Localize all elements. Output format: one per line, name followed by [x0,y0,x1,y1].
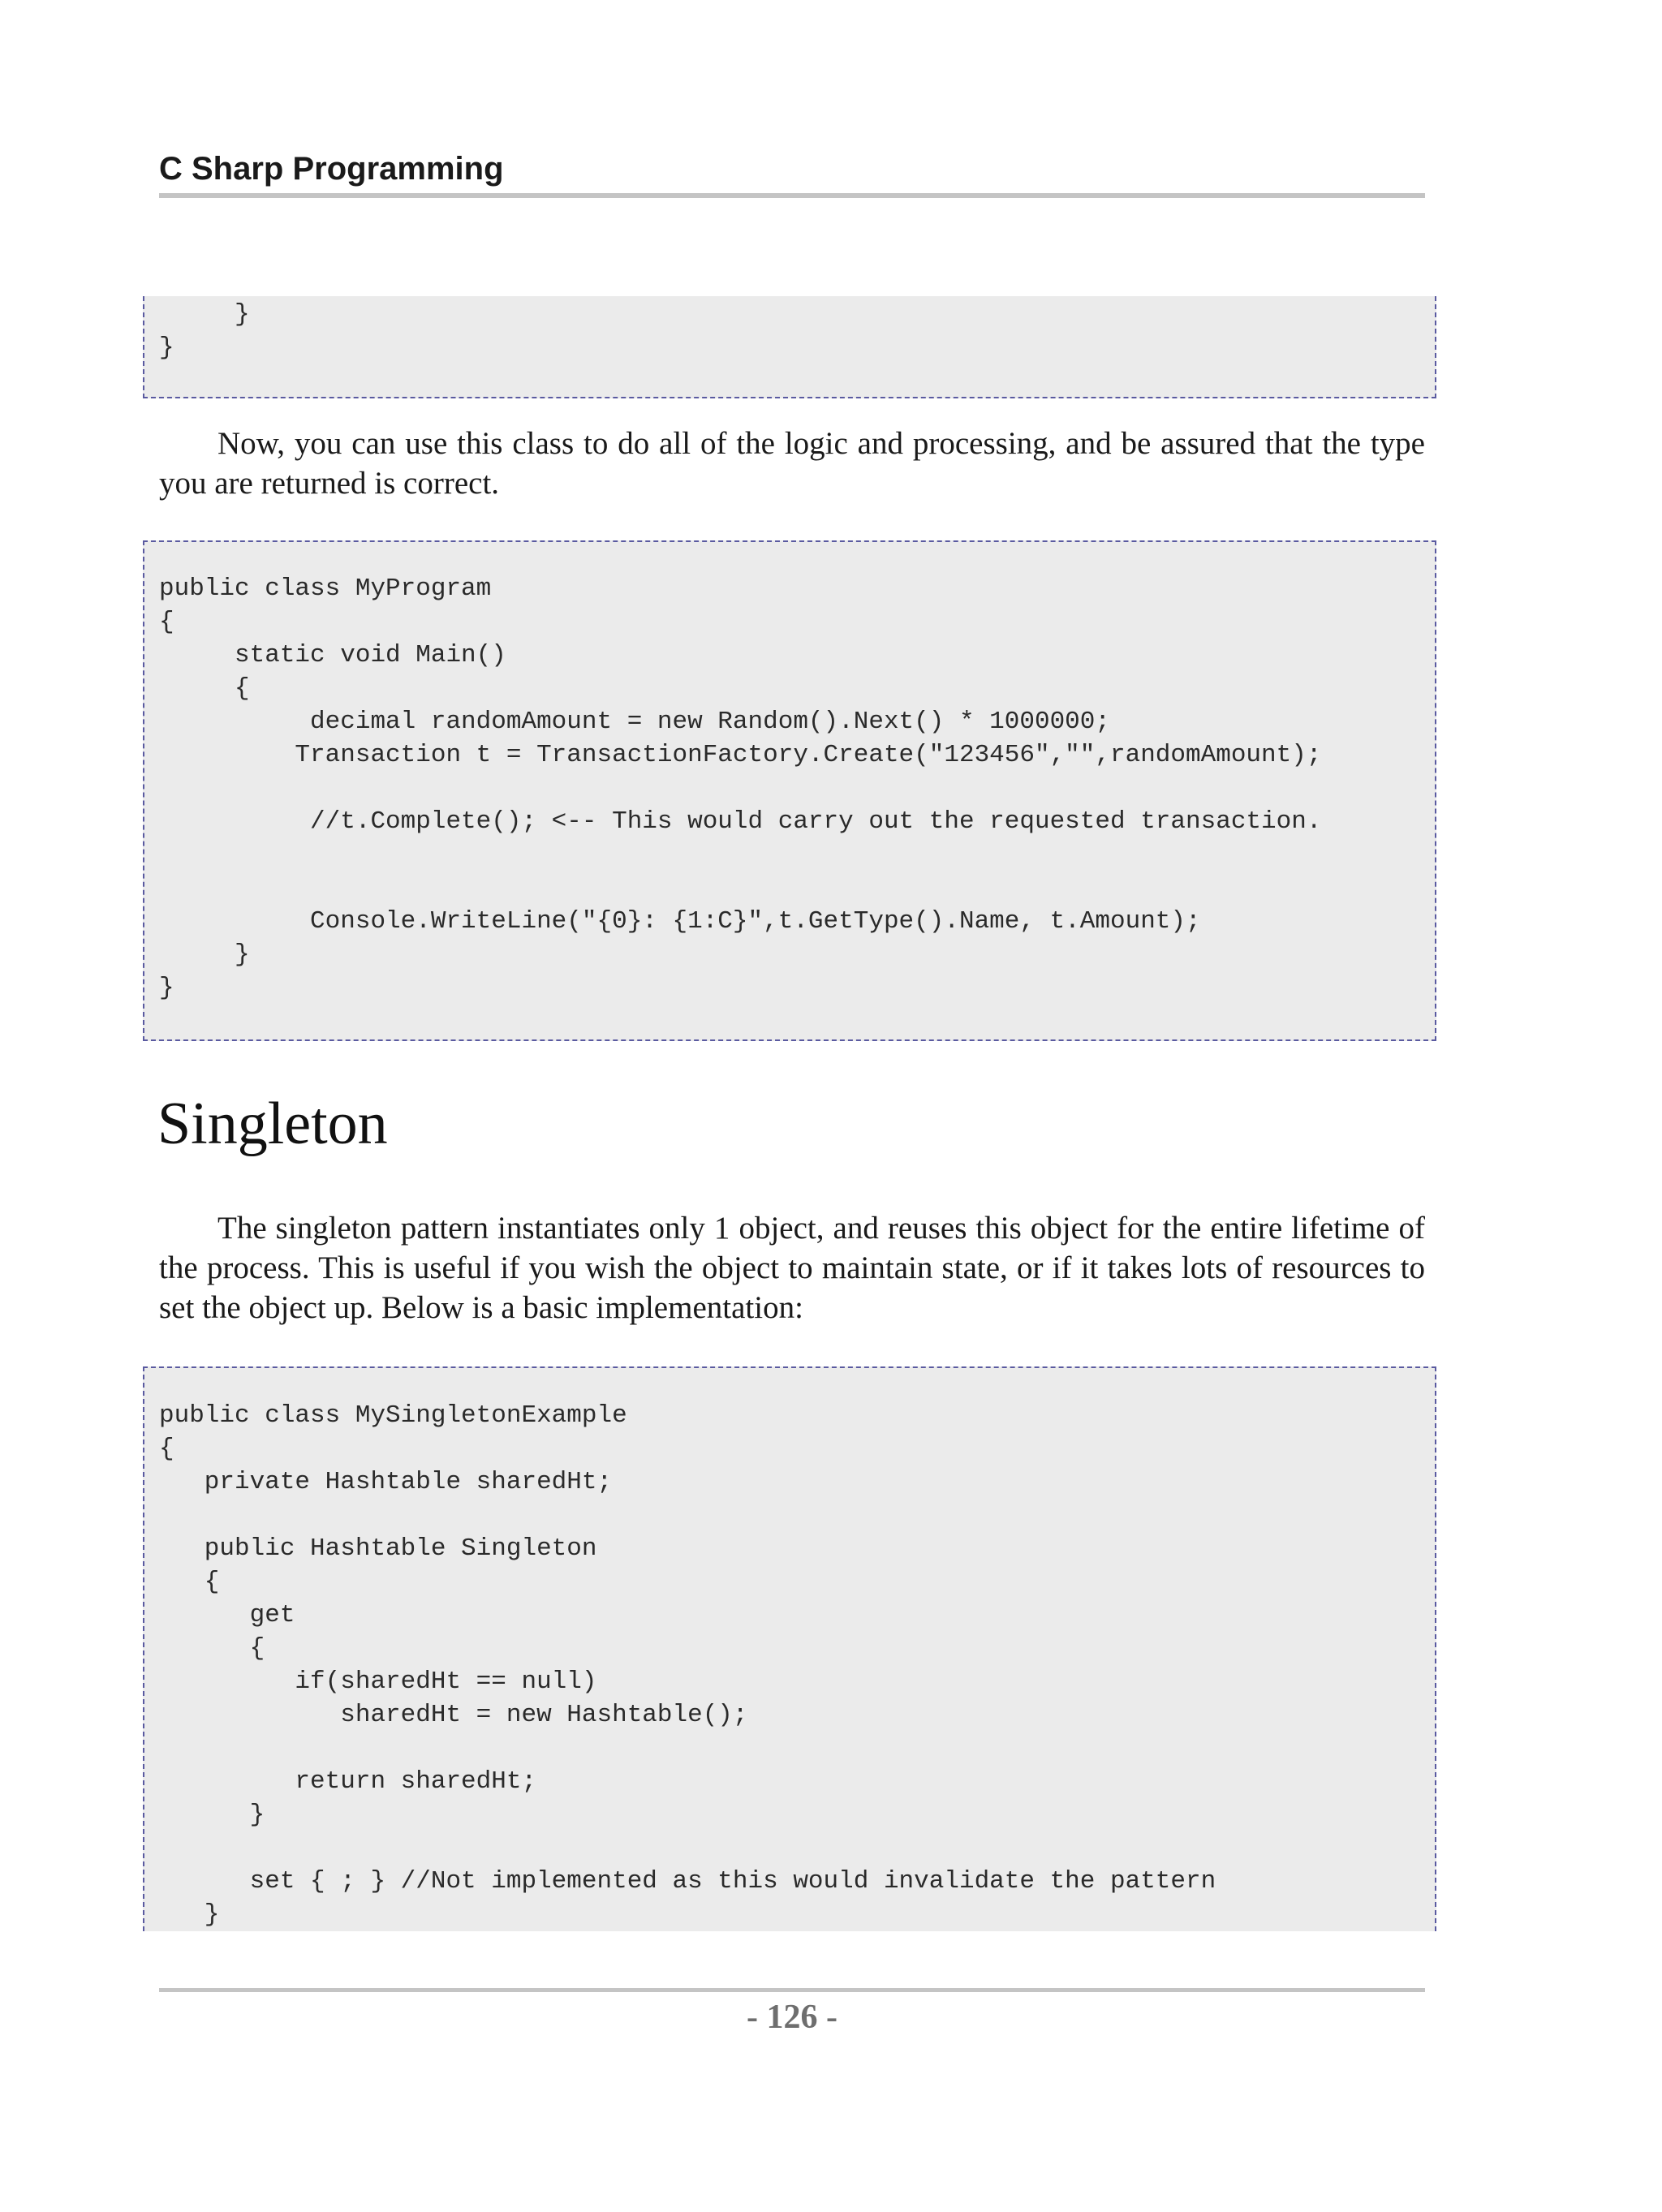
code-line: return sharedHt; [159,1767,537,1796]
code-block-continued [143,296,1436,398]
code-line: Transaction t = TransactionFactory.Create("123456","",randomAmount); [159,741,1322,769]
code-block-singleton [143,1366,1436,1931]
code-line: { [159,608,174,636]
code-line: } [159,1801,265,1829]
code-line: get [159,1601,295,1629]
code-line: public class MySingletonExample [159,1401,627,1430]
code-line: static void Main() [159,641,506,669]
body-paragraph: The singleton pattern instantiates only 1 object, and reuses this object for the entire lifetime of the process. This is useful if you wish the object to maintain state, or if it takes lots of resources to set the object up. Below is a basic implementation: [159,1211,1425,1325]
footer-rule [159,1988,1425,1992]
code-line: } [159,1900,220,1929]
code-line: } [159,940,250,969]
code-line: Console.WriteLine("{0}: {1:C}",t.GetType().Name, t.Amount); [159,907,1201,936]
header-rule [159,193,1425,198]
body-paragraph: Now, you can use this class to do all of the logic and processing, and be assured that the type you are returned is correct. [159,426,1425,501]
section-heading: Singleton [157,1091,388,1157]
running-header: C Sharp Programming [159,151,504,187]
code-line: } [159,334,174,362]
page-number: - 126 - [747,1999,837,2036]
code-line: if(sharedHt == null) [159,1668,597,1696]
code-line: //t.Complete(); <-- This would carry out the requested transaction. [159,807,1322,836]
code-line: } [159,300,250,329]
code-line: public Hashtable Singleton [159,1534,597,1563]
code-block-myprogram [143,540,1436,1041]
code-line: { [159,1568,220,1596]
code-line: private Hashtable sharedHt; [159,1468,613,1496]
code-line: set { ; } //Not implemented as this would invalidate the pattern [159,1867,1216,1896]
code-line: decimal randomAmount = new Random().Next() * 1000000; [159,708,1110,736]
code-line: public class MyProgram [159,575,492,603]
code-line: } [159,974,174,1002]
code-line: { [159,674,250,703]
code-line: { [159,1634,265,1663]
code-line: sharedHt = new Hashtable(); [159,1701,748,1729]
code-line: { [159,1435,174,1463]
